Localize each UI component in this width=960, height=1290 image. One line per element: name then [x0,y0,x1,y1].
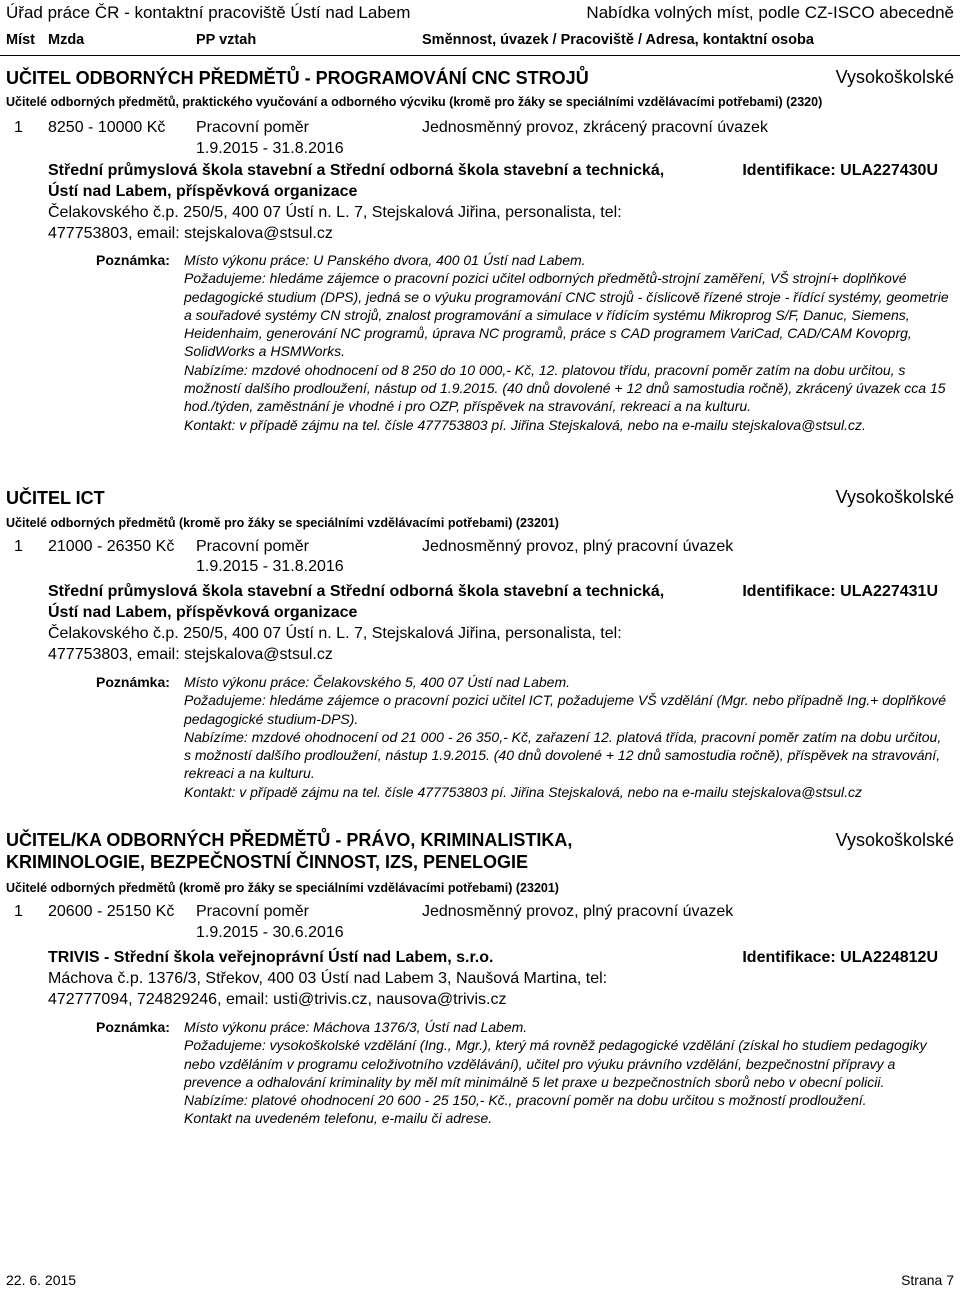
employer-address: Čelakovského č.p. 250/5, 400 07 Ústí n. L. 7, Stejskalová Jiřina, personalista, tel: 477753803, email: stejskalova@stsul.cz [48,204,622,242]
vacancy-count: 1 [14,119,23,136]
note-label: Poznámka: [96,674,170,690]
wage: 20600 - 25150 Kč [48,903,175,920]
col-pp: PP vztah [196,32,257,48]
job-note [96,673,950,801]
page-number: Strana 7 [901,1272,954,1288]
note-line: Požadujeme: vysokoškolské vzdělání (Ing., Mgr.), který má rovněž pedagogické vzdělání (získal ho studiem pedagogiky nebo vzděláním v programu celoživotního vzdělávání), učitel pro výuku právního vzdělání, bezpečnostní přípravy a prevence a odhalování kriminality by měl mít minimálně 5 let praxe u bezpečnostních sborů nebo v obecní policii. [184,1037,927,1090]
wage: 8250 - 10000 Kč [48,119,166,136]
note-line: Kontakt: v případě zájmu na tel. čísle 477753803 pí. Jiřina Stejskalová, nebo na e-mailu stejskalova@stsul.cz [184,783,863,800]
job-category: Učitelé odborných předmětů (kromě pro žáky se speciálními vzdělávacími potřebami) (23201) [6,516,559,530]
employment-type: Pracovní poměr [196,119,309,136]
note-line: Místo výkonu práce: Čelakovského 5, 400 07 Ústí nad Labem. [184,674,570,690]
job-title: UČITEL ODBORNÝCH PŘEDMĚTŮ - PROGRAMOVÁNÍ CNC STROJŮ [6,68,589,88]
employer-name: Střední průmyslová škola stavební a Střední odborná škola stavební a technická, Ústí nad Labem, příspěvková organizace [48,162,665,200]
job-note [96,251,950,434]
employer [48,947,688,1010]
note-line: Požadujeme: hledáme zájemce o pracovní pozici učitel odborných předmětů-strojní zaměření, VŠ strojní+ doplňkové pedagogické studium (DPS), jedná se o výuku programování CNC strojů - číslicově řízené stroje - řídící systémy, geometrie a souřadové systémy CN strojů, znalost programování a simulace v řídícím systému Mikroprog S/F, Danuc, Siemens, Heidenhaim, generování NC programů, úprava NC programů, práce s CAD programem VariCad, CAD/CAM Kovoprg, SolidWorks a HSMWorks. [184,270,949,360]
job-listing [6,487,954,827]
note-line: Nabízíme: platové ohodnocení 20 600 - 25 150,- Kč., pracovní poměr na dobu určitou s možností prodloužení. [184,1092,867,1109]
employer-address: Čelakovského č.p. 250/5, 400 07 Ústí n. L. 7, Stejskalová Jiřina, personalista, tel: 477753803, email: stejskalova@stsul.cz [48,625,622,663]
employment-type: Pracovní poměr [196,903,309,920]
vacancy-count: 1 [14,538,23,555]
list-title: Nabídka volných míst, podle CZ-ISCO abecedně [586,3,954,22]
note-line: Místo výkonu práce: Máchova 1376/3, Ústí nad Labem. [184,1019,528,1035]
job-category: Učitelé odborných předmětů, praktického vyučování a odborného výcviku (kromě pro žáky se speciálními vzdělávacími potřebami) (2320) [6,95,823,109]
vacancy-count: 1 [14,903,23,920]
job-note [96,1018,950,1128]
job-identification: Identifikace: ULA227431U [742,583,938,600]
job-listing [6,67,954,472]
footer-date: 22. 6. 2015 [6,1272,77,1288]
note-line: Nabízíme: mzdové ohodnocení od 8 250 do 10 000,- Kč, 12. platovou třídu, pracovní poměr zatím na dobu určitou, s možností dalšího prodloužení, nástup od 1.9.2015. (40 dnů dovolené + 12 dnů samostudia ročně), zkrácený úvazek cca 15 hod./týden, zaměstnání je vhodné i pro OZP, příspěvek na stravování, rekreaci a na kulturu. [184,361,946,415]
employment-dates: 1.9.2015 - 31.8.2016 [196,140,344,157]
note-line: Kontakt na uvedeném telefonu, e-mailu či adrese. [184,1110,493,1127]
note-label: Poznámka: [96,252,170,268]
employer-address: Máchova č.p. 1376/3, Střekov, 400 03 Ústí nad Labem 3, Naušová Martina, tel: 472777094, 724829246, email: usti@trivis.cz, nausova@trivis.cz [48,970,608,1008]
job-category: Učitelé odborných předmětů (kromě pro žáky se speciálními vzdělávacími potřebami) (23201) [6,881,559,895]
col-mist: Míst [6,32,35,48]
employment-dates: 1.9.2015 - 30.6.2016 [196,924,344,941]
wage: 21000 - 26350 Kč [48,538,175,555]
note-line: Nabízíme: mzdové ohodnocení od 21 000 - 26 350,- Kč, zařazení 12. platová třída, pracovní poměr zatím na dobu určitou, s možností dalšího prodloužení, nástup 1.9.2015. (40 dnů dovolené + 12 dnů samostudia ročně), příspěvek na stravování, rekreaci a na kulturu. [184,728,942,782]
header-divider [0,55,960,56]
job-identification: Identifikace: ULA227430U [742,162,938,179]
education-level: Vysokoškolské [835,487,954,507]
job-listing [6,829,954,1174]
shift-type: Jednosměnný provoz, plný pracovní úvazek [422,903,734,920]
employer-name: TRIVIS - Střední škola veřejnoprávní Ústí nad Labem, s.r.o. [48,949,494,966]
education-level: Vysokoškolské [835,830,954,850]
employment-dates: 1.9.2015 - 31.8.2016 [196,558,344,575]
employer [48,581,688,665]
shift-type: Jednosměnný provoz, zkrácený pracovní úvazek [422,119,768,136]
col-smennost: Směnnost, úvazek / Pracoviště / Adresa, kontaktní osoba [422,32,814,48]
note-label: Poznámka: [96,1019,170,1035]
education-level: Vysokoškolské [835,67,954,87]
employer [48,160,688,244]
note-line: Požadujeme: hledáme zájemce o pracovní pozici učitel ICT, požadujeme VŠ vzdělání (Mgr. nebo případně Ing.+ doplňkové pedagogické studium-DPS). [184,692,947,727]
shift-type: Jednosměnný provoz, plný pracovní úvazek [422,538,734,555]
employer-name: Střední průmyslová škola stavební a Střední odborná škola stavební a technická, Ústí nad Labem, příspěvková organizace [48,583,665,621]
column-headers [6,32,954,50]
job-title: UČITEL ICT [6,488,105,508]
job-identification: Identifikace: ULA224812U [742,949,938,966]
note-line: Místo výkonu práce: U Panského dvora, 400 01 Ústí nad Labem. [184,252,586,268]
job-title: UČITEL/KA ODBORNÝCH PŘEDMĚTŮ - PRÁVO, KRIMINALISTIKA, KRIMINOLOGIE, BEZPEČNOSTNÍ ČINNOST, IZS, PENELOGIE [6,830,573,872]
office-title: Úřad práce ČR - kontaktní pracoviště Ústí nad Labem [6,3,411,22]
note-line: Kontakt: v případě zájmu na tel. čísle 477753803 pí. Jiřina Stejskalová, nebo na e-mailu stejskalova@stsul.cz. [184,416,866,433]
employment-type: Pracovní poměr [196,538,309,555]
col-mzda: Mzda [48,32,85,48]
